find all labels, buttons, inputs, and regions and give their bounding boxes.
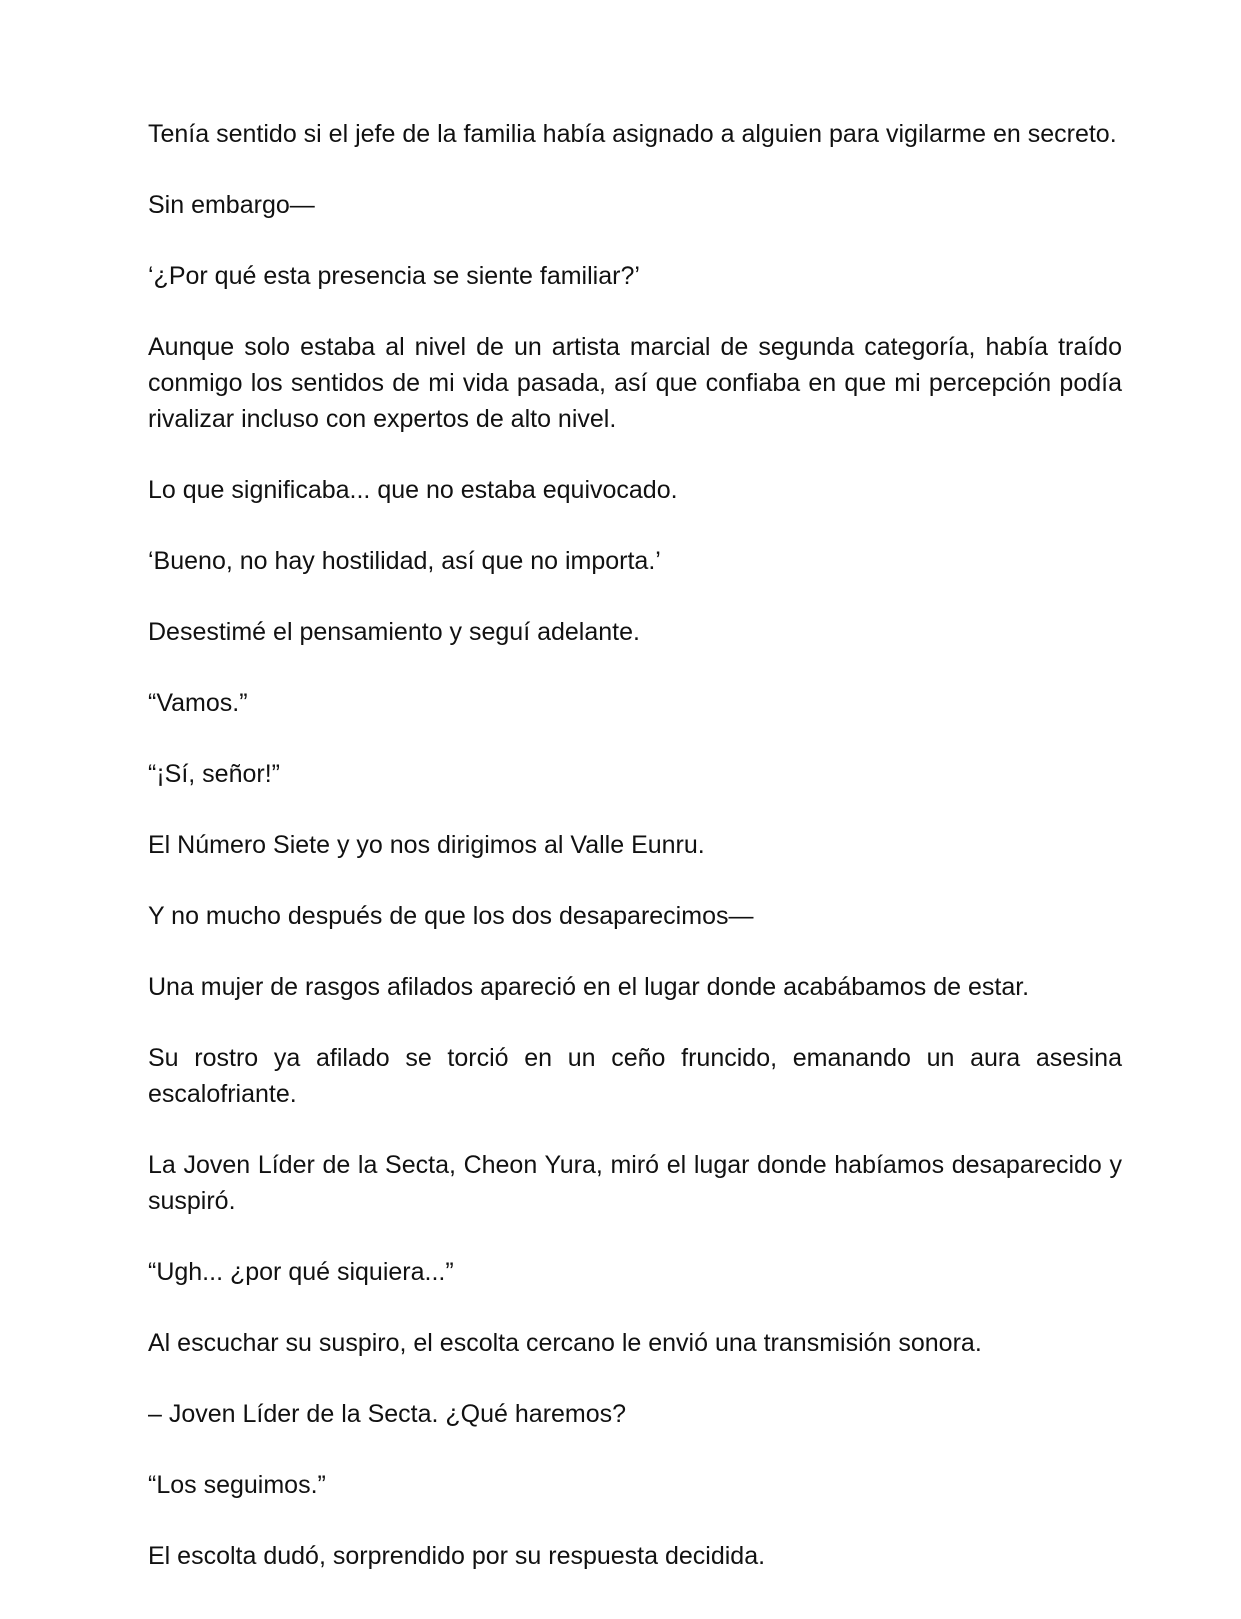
- paragraph: La Joven Líder de la Secta, Cheon Yura, miró el lugar donde habíamos desaparecido y suspiró.: [148, 1151, 1122, 1215]
- paragraph: Una mujer de rasgos afilados apareció en el lugar donde acabábamos de estar.: [148, 973, 1030, 1001]
- paragraph: Tenía sentido si el jefe de la familia había asignado a alguien para vigilarme en secreto.: [148, 120, 1117, 148]
- paragraph: ‘¿Por qué esta presencia se siente familiar?’: [148, 262, 640, 290]
- paragraph: “Los seguimos.”: [148, 1471, 326, 1499]
- paragraph: El escolta dudó, sorprendido por su respuesta decidida.: [148, 1542, 766, 1570]
- paragraph: Su rostro ya afilado se torció en un ceño fruncido, emanando un aura asesina escalofriante.: [148, 1044, 1122, 1108]
- document-page: [148, 116, 1122, 1609]
- paragraph: Sin embargo—: [148, 191, 315, 219]
- paragraph: Desestimé el pensamiento y seguí adelante.: [148, 618, 640, 646]
- paragraph: – Joven Líder de la Secta. ¿Qué haremos?: [148, 1400, 627, 1428]
- paragraph: Lo que significaba... que no estaba equivocado.: [148, 476, 678, 504]
- paragraph: Al escuchar su suspiro, el escolta cercano le envió una transmisión sonora.: [148, 1329, 982, 1357]
- paragraph: Aunque solo estaba al nivel de un artista marcial de segunda categoría, había traído conmigo los sentidos de mi vida pasada, así que confiaba en que mi percepción podía rivalizar incluso con expertos de alto nivel.: [148, 333, 1122, 433]
- paragraph: “¡Sí, señor!”: [148, 760, 280, 788]
- paragraph: Y no mucho después de que los dos desaparecimos—: [148, 902, 754, 930]
- paragraph: El Número Siete y yo nos dirigimos al Valle Eunru.: [148, 831, 705, 859]
- paragraph: “Vamos.”: [148, 689, 248, 717]
- paragraph: ‘Bueno, no hay hostilidad, así que no importa.’: [148, 547, 661, 575]
- paragraph: “Ugh... ¿por qué siquiera...”: [148, 1258, 454, 1286]
